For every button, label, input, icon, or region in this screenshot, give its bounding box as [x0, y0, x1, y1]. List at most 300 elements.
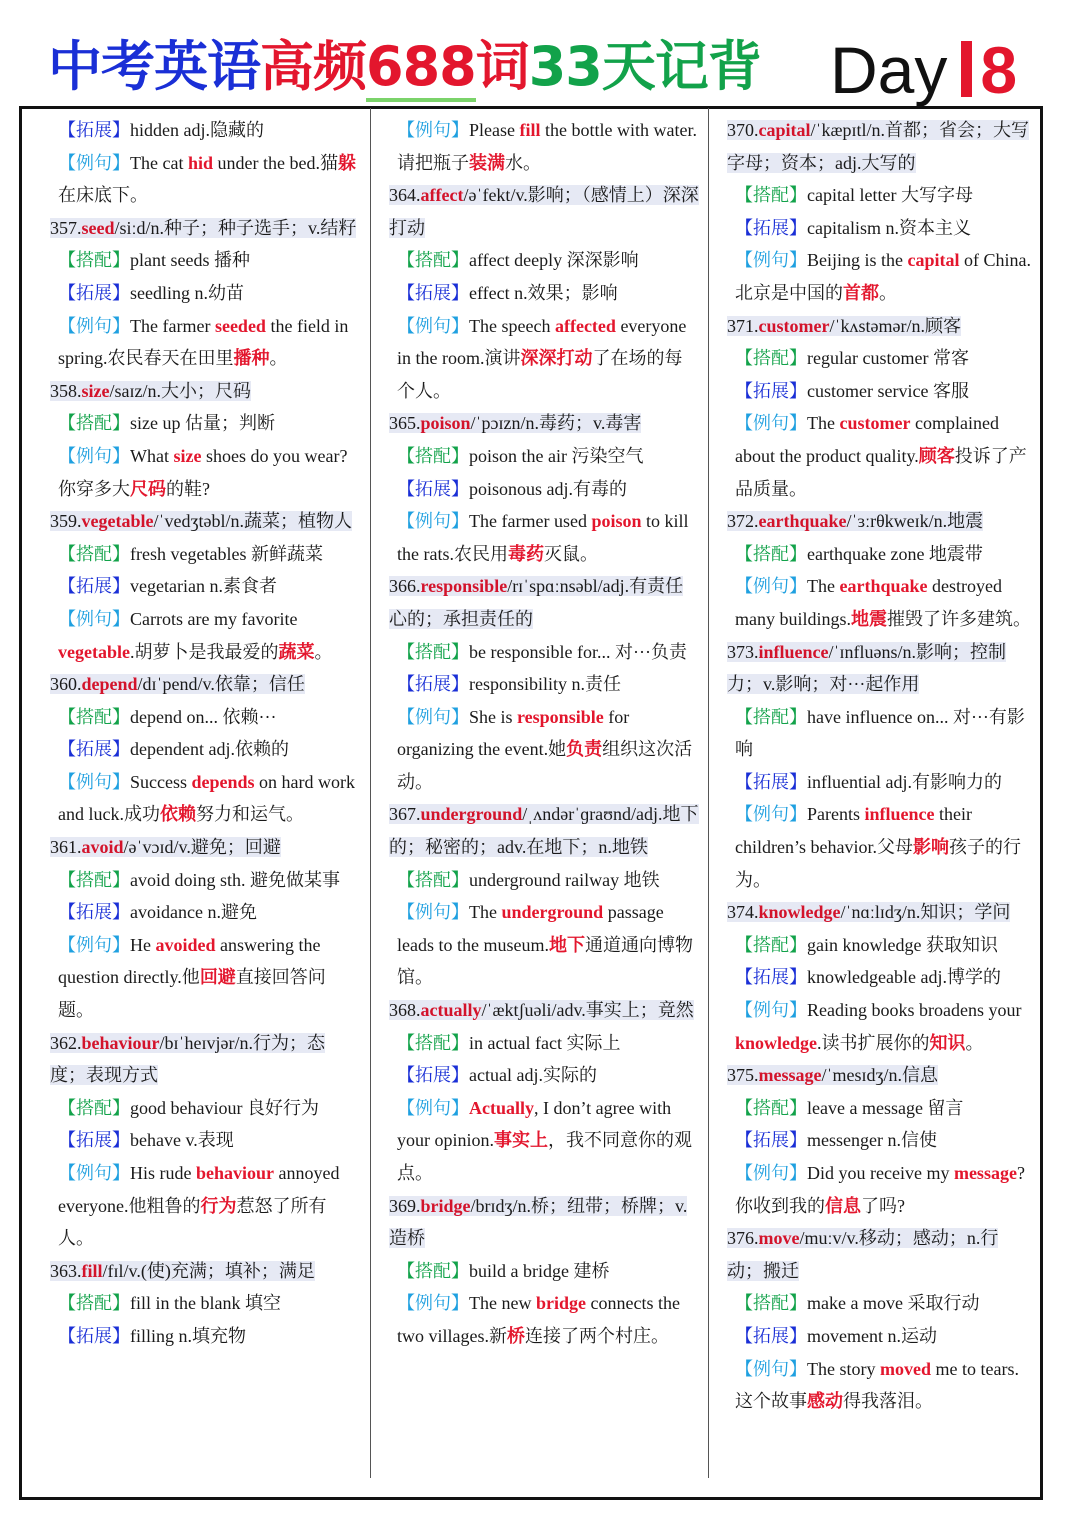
expand-line [397, 668, 699, 701]
day-number: 8 [980, 33, 1018, 107]
expand-text: knowledgeable adj.博学的 [807, 967, 1001, 988]
word-heading [50, 837, 281, 857]
expand-text: filling n.填充物 [130, 1325, 246, 1346]
expand-line [735, 766, 1033, 799]
word-headword: poison [420, 413, 471, 434]
tag-expand: 【拓展】 [735, 967, 807, 988]
expand-line [58, 1320, 360, 1353]
highlight-word: underground [501, 902, 604, 923]
tag-expand: 【拓展】 [735, 1130, 807, 1151]
word-entry-365 [389, 407, 699, 440]
tag-collocation: 【搭配】 [735, 1293, 807, 1314]
word-heading [50, 218, 356, 238]
example-line [735, 407, 1033, 505]
word-number: 361. [50, 837, 82, 858]
example-text: 连接了两个村庄。 [525, 1325, 669, 1346]
collocation-line [397, 440, 699, 473]
word-entry-373 [727, 636, 1033, 701]
example-text: The cat [130, 152, 188, 173]
example-text: 。 [879, 282, 897, 303]
example-line [397, 701, 699, 799]
highlight-word: fill [519, 120, 541, 140]
day-divider-bar [961, 41, 972, 97]
word-definition: /ˈkʌstəmər/n.顾客 [829, 315, 961, 336]
word-heading [389, 1196, 687, 1249]
example-text: their children’s behavior.父母 [735, 804, 972, 858]
expand-text: behave v.表现 [130, 1130, 234, 1151]
highlight-word: influence [864, 804, 935, 825]
word-definition: /saɪz/n.大小；尺码 [109, 380, 251, 401]
example-text: He [130, 934, 156, 955]
example-text: 水。 [505, 152, 541, 173]
highlight-word: moved [879, 1358, 931, 1379]
column-1 [50, 114, 360, 1353]
collocation-text: affect deeply 深深影响 [469, 250, 639, 271]
example-line [735, 994, 1033, 1059]
tag-collocation: 【搭配】 [397, 445, 469, 466]
expand-line [735, 1124, 1033, 1157]
expand-line [397, 473, 699, 506]
tag-collocation: 【搭配】 [397, 1032, 469, 1053]
word-heading [727, 1228, 998, 1281]
word-definition: /brɪdʒ/n.桥；纽带；桥牌；v.造桥 [389, 1195, 688, 1249]
tag-example: 【例句】 [735, 576, 807, 597]
example-line [735, 1353, 1033, 1418]
expand-text: influential adj.有影响力的 [807, 771, 1002, 792]
word-entry-376 [727, 1222, 1033, 1287]
word-definition: /dɪˈpend/v.依靠；信任 [137, 674, 305, 695]
example-text: on hard work and luck.成功 [58, 771, 356, 825]
word-number: 360. [50, 674, 82, 695]
word-entry-364 [389, 179, 699, 244]
example-text: for organizing the event.她 [397, 706, 630, 760]
word-headword: avoid [81, 837, 124, 858]
expand-line [735, 212, 1033, 245]
example-text: annoyed everyone.他粗鲁的 [58, 1163, 340, 1216]
example-text: 通道通向博物馆。 [397, 934, 693, 988]
tag-example: 【例句】 [397, 315, 469, 336]
example-text: me to tears.这个故事 [735, 1358, 1019, 1412]
example-text: 。 [269, 348, 288, 369]
example-line [58, 603, 360, 668]
example-text: passage leads to the museum. [397, 902, 664, 955]
word-heading [727, 316, 961, 336]
example-text: 的鞋? [166, 478, 210, 499]
highlight-translation: 顾客 [918, 445, 955, 466]
tag-example: 【例句】 [58, 1163, 130, 1183]
collocation-line [58, 1092, 360, 1125]
example-line [397, 114, 699, 179]
word-headword: underground [420, 804, 523, 825]
tag-collocation: 【搭配】 [735, 185, 807, 206]
tag-example: 【例句】 [397, 1097, 469, 1118]
example-text: complained about the product quality. [735, 413, 999, 466]
highlight-word: knowledge [735, 1032, 818, 1053]
collocation-line [58, 244, 360, 277]
tag-collocation: 【搭配】 [397, 869, 469, 890]
highlight-translation: 回避 [199, 967, 236, 988]
example-text: to kill the rats.农民用 [397, 511, 689, 564]
example-text: The [807, 413, 840, 434]
highlight-translation: 信息 [825, 1195, 861, 1216]
collocation-text: avoid doing sth. 避免做某事 [130, 869, 340, 890]
example-text: 得我落泪。 [843, 1391, 933, 1412]
example-line [397, 1092, 699, 1190]
word-headword: depend [81, 674, 138, 695]
collocation-text: capital letter 大写字母 [807, 185, 973, 206]
example-line [735, 1157, 1033, 1222]
highlight-translation: 依赖 [159, 804, 196, 825]
expand-text: seedling n.幼苗 [130, 282, 244, 303]
expand-line [735, 1320, 1033, 1353]
word-definition: /ˈɪnfluəns/n.影响；控制力；v.影响；对···起作用 [727, 641, 1006, 695]
word-entry-359 [50, 505, 360, 538]
example-text: The speech [469, 315, 555, 336]
highlight-word: hid [187, 152, 213, 173]
tag-example: 【例句】 [58, 934, 130, 955]
word-number: 357. [50, 217, 82, 238]
word-number: 367. [389, 804, 421, 825]
example-text: everyone in the room.演讲 [397, 315, 687, 369]
example-text: ，我不同意你的观点。 [397, 1130, 692, 1183]
example-text: 惹怒了所有人。 [58, 1195, 327, 1249]
example-text: 在床底下。 [58, 185, 148, 206]
tag-collocation: 【搭配】 [58, 1293, 130, 1314]
word-number: 376. [727, 1228, 759, 1249]
word-heading [727, 511, 983, 531]
title-part2-c: 词 [475, 35, 529, 98]
word-heading [727, 642, 1006, 695]
collocation-text: fresh vegetables 新鲜蔬菜 [130, 543, 323, 564]
word-definition: /bɪˈheɪvjər/n.行为；态度；表现方式 [50, 1032, 325, 1086]
tag-example: 【例句】 [397, 706, 469, 727]
tag-expand: 【拓展】 [58, 902, 130, 923]
collocation-text: have influence on... 对···有影响 [735, 706, 1025, 760]
word-heading [389, 1000, 694, 1020]
word-definition: /ˌʌndərˈɡraʊnd/adj.地下的；秘密的；adv.在地下；n.地铁 [389, 804, 699, 858]
highlight-word: poison [591, 511, 642, 532]
example-text: 。 [965, 1032, 984, 1053]
example-text: .读书扩展你的 [817, 1032, 930, 1053]
tag-expand: 【拓展】 [735, 771, 807, 792]
collocation-line [735, 179, 1033, 212]
example-text: 组织这次活动。 [397, 739, 693, 792]
collocation-line [397, 244, 699, 277]
example-text: 直接回答问题。 [58, 967, 326, 1021]
word-number: 374. [727, 902, 759, 923]
collocation-line [397, 864, 699, 897]
expand-line [735, 961, 1033, 994]
tag-example: 【例句】 [735, 413, 807, 434]
tag-collocation: 【搭配】 [58, 1097, 130, 1118]
highlight-translation: 地下 [548, 934, 585, 955]
collocation-text: gain knowledge 获取知识 [807, 934, 998, 955]
collocation-text: depend on... 依赖··· [130, 706, 277, 727]
expand-text: poisonous adj.有毒的 [469, 478, 628, 499]
highlight-word: customer [839, 413, 911, 434]
tag-collocation: 【搭配】 [58, 250, 130, 271]
tag-collocation: 【搭配】 [397, 1260, 469, 1281]
tag-collocation: 【搭配】 [58, 413, 130, 434]
word-entry-371 [727, 310, 1033, 343]
collocation-text: regular customer 常客 [807, 348, 969, 369]
word-definition: /ˈɜːrθkweɪk/n.地震 [846, 511, 984, 532]
highlight-word: vegetable [58, 641, 130, 662]
word-heading [50, 1261, 315, 1281]
word-definition: /muːv/v.移动；感动；n.行动；搬迁 [727, 1228, 999, 1281]
word-number: 369. [389, 1195, 421, 1216]
word-headword: size [81, 380, 110, 401]
expand-line [58, 114, 360, 147]
example-line [735, 798, 1033, 896]
expand-text: customer service 客服 [807, 380, 969, 401]
example-line [735, 244, 1033, 309]
word-definition: /ˈpɔɪzn/n.毒药；v.毒害 [470, 413, 642, 434]
word-number: 368. [389, 1000, 421, 1021]
tag-collocation: 【搭配】 [735, 348, 807, 369]
word-heading [50, 381, 251, 401]
highlight-translation: 地震 [851, 608, 887, 629]
word-definition: /əˈfekt/v.影响；（感情上）深深打动 [389, 185, 699, 238]
word-entry-372 [727, 505, 1033, 538]
collocation-text: in actual fact 实际上 [469, 1032, 621, 1053]
collocation-line [397, 1027, 699, 1060]
word-heading [727, 902, 1010, 922]
example-text: ? 你收到我的 [735, 1163, 1025, 1216]
example-text: .胡萝卜是我最爱的 [129, 641, 279, 662]
expand-text: capitalism n.资本主义 [807, 217, 971, 238]
day-badge [830, 30, 1017, 110]
word-definition: /əˈvɔɪd/v.避免；回避 [123, 837, 281, 858]
collocation-text: size up 估量；判断 [130, 413, 275, 434]
example-line [58, 929, 360, 1027]
expand-line [735, 375, 1033, 408]
word-definition: /siːd/n.种子；种子选手；v.结籽 [114, 217, 357, 238]
collocation-text: underground railway 地铁 [469, 869, 660, 890]
word-headword: seed [81, 217, 115, 238]
word-headword: behaviour [81, 1032, 160, 1053]
expand-line [58, 733, 360, 766]
highlight-translation: 装满 [469, 152, 505, 173]
example-text: Did you receive my [807, 1163, 954, 1183]
highlight-translation: 事实上 [494, 1130, 548, 1151]
example-text: Carrots are my favorite [130, 608, 298, 629]
word-number: 358. [50, 380, 82, 401]
example-text: 努力和运气。 [195, 804, 304, 825]
title-part2-b: 688 [366, 35, 476, 102]
expand-text: effect n.效果；影响 [469, 282, 618, 303]
example-line [735, 570, 1033, 635]
example-text: answering the question directly.他 [58, 934, 321, 988]
word-entry-362 [50, 1027, 360, 1092]
collocation-text: earthquake zone 地震带 [807, 543, 983, 564]
tag-example: 【例句】 [58, 445, 130, 466]
example-text: destroyed many buildings. [735, 576, 1002, 629]
tag-expand: 【拓展】 [735, 380, 807, 401]
word-headword: influence [758, 641, 829, 662]
word-definition: /ˈvedʒtəbl/n.蔬菜；植物人 [153, 511, 352, 532]
highlight-word: behaviour [196, 1163, 275, 1183]
title-part2 [260, 35, 529, 102]
collocation-line [735, 929, 1033, 962]
tag-example: 【例句】 [735, 1163, 807, 1183]
tag-example: 【例句】 [397, 1293, 469, 1314]
expand-line [58, 570, 360, 603]
example-text: the bottle with water.请把瓶子 [397, 120, 697, 173]
example-text: of China.北京是中国的 [735, 250, 1031, 303]
example-text: 了吗? [861, 1195, 905, 1216]
tag-expand: 【拓展】 [397, 478, 469, 499]
word-heading [50, 511, 352, 531]
word-headword: capital [758, 120, 811, 140]
word-entry-357 [50, 212, 360, 245]
title-part3: 33天记背 [528, 35, 761, 98]
example-text: The farmer used [469, 511, 592, 532]
example-text: shoes do you wear? 你穿多大 [58, 445, 348, 499]
highlight-translation: 感动 [807, 1391, 843, 1412]
expand-text: dependent adj.依赖的 [130, 739, 289, 760]
word-number: 370. [727, 120, 759, 140]
column-divider-2 [708, 108, 709, 1478]
tag-collocation: 【搭配】 [735, 706, 807, 727]
tag-expand: 【拓展】 [58, 739, 130, 760]
word-headword: knowledge [758, 902, 841, 923]
word-entry-370 [727, 114, 1033, 179]
collocation-line [397, 636, 699, 669]
example-text: 摧毁了许多建筑。 [887, 608, 1031, 629]
word-definition: /ˈæktʃuəli/adv.事实上；竟然 [481, 1000, 694, 1021]
word-heading [727, 120, 1029, 173]
tag-expand: 【拓展】 [397, 282, 469, 303]
tag-expand: 【拓展】 [735, 1325, 807, 1346]
tag-collocation: 【搭配】 [58, 706, 130, 727]
highlight-word: Actually [469, 1097, 534, 1118]
highlight-word: bridge [535, 1293, 586, 1314]
example-text: Parents [807, 804, 865, 825]
highlight-translation: 毒药 [507, 543, 544, 564]
tag-expand: 【拓展】 [58, 120, 130, 140]
column-3 [727, 114, 1033, 1418]
highlight-translation: 桥 [507, 1325, 525, 1346]
highlight-word: depends [191, 771, 255, 792]
expand-line [58, 277, 360, 310]
example-text: The [807, 576, 840, 597]
title-part2-a: 高频 [260, 35, 366, 98]
highlight-translation: 蔬菜 [278, 641, 315, 662]
word-entry-367 [389, 798, 699, 863]
word-entry-375 [727, 1059, 1033, 1092]
word-headword: earthquake [758, 511, 847, 532]
example-text: , I don’t agree with your opinion. [397, 1097, 672, 1151]
collocation-text: poison the air 污染空气 [469, 445, 644, 466]
highlight-translation: 负责 [566, 739, 603, 760]
expand-line [58, 1124, 360, 1157]
highlight-translation: 行为 [200, 1195, 237, 1216]
collocation-line [58, 701, 360, 734]
example-text: 投诉了产品质量。 [735, 445, 1027, 499]
collocation-text: be responsible for... 对···负责 [469, 641, 687, 662]
title-part1: 中考英语 [48, 35, 260, 98]
tag-expand: 【拓展】 [58, 1130, 130, 1151]
word-number: 373. [727, 641, 759, 662]
tag-example: 【例句】 [58, 771, 130, 792]
word-entry-366 [389, 570, 699, 635]
tag-collocation: 【搭配】 [397, 641, 469, 662]
example-text: The [469, 902, 502, 923]
highlight-translation: 深深打动 [520, 348, 593, 369]
word-number: 375. [727, 1065, 759, 1086]
highlight-word: size [173, 445, 202, 466]
word-entry-369 [389, 1190, 699, 1255]
page-header [0, 0, 1080, 106]
tag-example: 【例句】 [58, 315, 130, 336]
expand-text: responsibility n.责任 [469, 674, 621, 695]
word-entry-374 [727, 896, 1033, 929]
highlight-translation: 尺码 [130, 478, 166, 499]
tag-example: 【例句】 [58, 608, 130, 629]
word-entry-361 [50, 831, 360, 864]
highlight-word: message [953, 1163, 1017, 1183]
collocation-line [397, 1255, 699, 1288]
expand-text: hidden adj.隐藏的 [130, 120, 264, 140]
word-entry-368 [389, 994, 699, 1027]
word-definition: /fɪl/v.(使)充满；填补；满足 [102, 1260, 315, 1281]
word-heading [50, 674, 305, 694]
collocation-line [58, 407, 360, 440]
word-heading [389, 804, 699, 857]
word-headword: move [758, 1228, 800, 1249]
collocation-text: make a move 采取行动 [807, 1293, 980, 1314]
word-headword: customer [758, 315, 830, 336]
example-text: The story [807, 1358, 880, 1379]
example-text: 。 [314, 641, 333, 662]
example-text: Please [469, 120, 520, 140]
word-heading [389, 185, 699, 238]
tag-example: 【例句】 [735, 804, 807, 825]
example-text: The new [469, 1293, 536, 1314]
word-heading [50, 1033, 325, 1086]
word-number: 372. [727, 511, 759, 532]
expand-text: avoidance n.避免 [130, 902, 257, 923]
word-headword: responsible [420, 576, 508, 597]
expand-line [58, 896, 360, 929]
example-text: Success [130, 771, 192, 792]
example-text: His rude [130, 1163, 196, 1183]
collocation-line [58, 538, 360, 571]
collocation-line [58, 1287, 360, 1320]
word-number: 362. [50, 1032, 82, 1053]
highlight-word: capital [907, 250, 960, 271]
example-text: She is [469, 706, 518, 727]
example-text: The farmer [130, 315, 215, 336]
tag-collocation: 【搭配】 [397, 250, 469, 271]
tag-example: 【例句】 [397, 120, 469, 140]
word-heading [389, 413, 641, 433]
example-text: 孩子的行为。 [735, 837, 1021, 890]
word-number: 365. [389, 413, 421, 434]
tag-collocation: 【搭配】 [735, 543, 807, 564]
collocation-line [58, 864, 360, 897]
highlight-word: affected [554, 315, 616, 336]
example-line [397, 1287, 699, 1352]
expand-text: movement n.运动 [807, 1325, 937, 1346]
example-text: under the bed.猫 [213, 152, 338, 173]
highlight-word: seeded [214, 315, 266, 336]
collocation-text: plant seeds 播种 [130, 250, 250, 271]
tag-collocation: 【搭配】 [735, 1097, 807, 1118]
expand-text: actual adj.实际的 [469, 1065, 597, 1086]
tag-expand: 【拓展】 [58, 282, 130, 303]
